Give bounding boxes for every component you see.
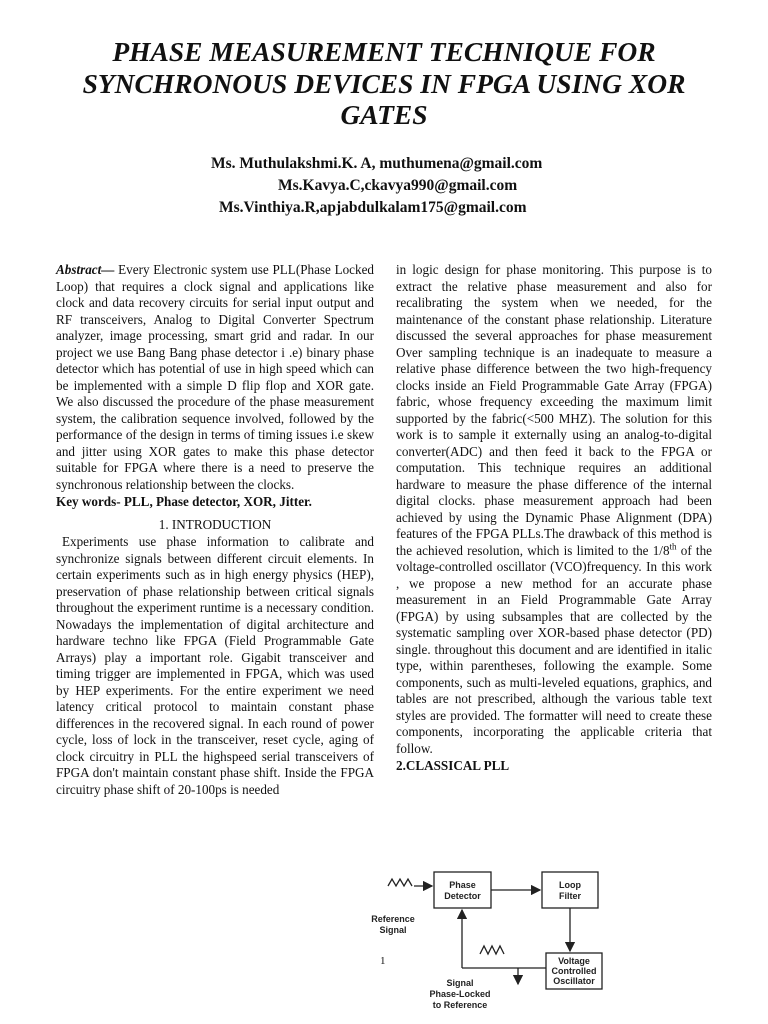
- output-label-1: Signal: [446, 978, 474, 988]
- loop-filter-label-1: Loop: [559, 880, 581, 890]
- loop-filter-label-2: Filter: [558, 891, 582, 901]
- author-1: Ms. Muthulakshmi.K. A, muthumena@gmail.com: [211, 155, 543, 172]
- right-column: [396, 262, 712, 775]
- loop-filter-box: [542, 872, 598, 908]
- left-column: [56, 262, 374, 798]
- reference-label-1: Reference: [371, 914, 415, 924]
- abstract: [56, 262, 374, 493]
- right-text-part-b: of the voltage-controlled oscillator (VCO)frequency. In this work , we propose a new method for an accurate phase measurement in an Field Programmable Gate Array (FPGA) by using subsamples that are collected by the systematic sampling over XOR-based phase detector (PD) single. throughout this document and are identified in italic type, within parentheses, following the example. Some components, such as multi-leveled equations, graphics, and tables are not prescribed, although the various table text styles are provided. The formatter will need to create these components, incorporating the applicable criteria that follow.: [396, 542, 712, 756]
- keywords: Key words- PLL, Phase detector, XOR, Jitter.: [56, 494, 312, 509]
- vco-label-1: Voltage: [558, 956, 590, 966]
- output-waveform-icon: [480, 946, 504, 954]
- right-text-part-a: in logic design for phase monitoring. This purpose is to extract the relative phase measurement and also for recalibrating the system when we needed, for the maintenance of the constant phase relationship. Literature discussed the several approaches for phase measurement Over sampling technique is an inadequate to measure a relative phase difference between the two high-frequency clocks inside an Field Programmable Gate Array (FPGA) fabric, whose frequency exceeding the maximum limit supported by the fabric(<500 MHZ). The solution for this work is to sample it externally using an analog-to-digital converter(ADC) and then feed it back to the FPGA or computation. This technique requires an additional hardware to measure the phase difference of the internal digital clocks. phase measurement approach had been achieved by using the Dynamic Phase Alignment (DPA) features of the FPGA PLLs.The drawback of this method is the achieved resolution, which is limited to the 1/8: [396, 262, 712, 558]
- page-number: 1: [380, 955, 386, 967]
- reference-waveform-icon: [388, 879, 412, 886]
- abstract-label: Abstract—: [56, 262, 115, 277]
- pll-block-diagram: [371, 864, 622, 1014]
- phase-detector-label-1: Phase: [449, 880, 476, 890]
- phase-detector-label-2: Detector: [444, 891, 481, 901]
- reference-label-2: Signal: [379, 925, 407, 935]
- phase-detector-box: [434, 872, 491, 908]
- vco-label-2: Controlled: [551, 966, 597, 976]
- output-label-3: to Reference: [432, 1000, 488, 1010]
- output-label-2: Phase-Locked: [429, 989, 491, 999]
- author-2: Ms.Kavya.C,ckavya990@gmail.com: [278, 177, 518, 194]
- section-1-text: Experiments use phase information to calibrate and synchronize signals between different circuit elements. In certain experiments such as in high energy physics (HEP), preservation of phase relationship between critical signals throughout the experiment runtime is a necessary condition. Nowadays the implementation of digital architecture and hardware techno like FPGA (Field Programmable Gate Arrays) play a important role. Gigabit transceiver and timing trigger are implemented in FPGA, which was used by HEP experiments. For the entire experiment we need latency critical protocol to maintain constant phase differences in the recovered signal. In each round of power cycle, loss of lock in the transceiver, reset cycle, aging of clock circuitry in PLL the highspeed serial transceivers of FPGA don't maintain constant phase shift. Inside the FPGA circuitry phase shift of 20-100ps is needed: [56, 534, 374, 797]
- section-1-heading: 1. INTRODUCTION: [158, 516, 272, 532]
- vco-label-3: Oscillator: [553, 976, 595, 986]
- section-2-heading: 2.CLASSICAL PLL: [396, 758, 510, 773]
- paper-title: PHASE MEASUREMENT TECHNIQUE FOR SYNCHRONOUS DEVICES IN FPGA USING XOR GATES: [82, 36, 686, 130]
- abstract-text: Every Electronic system use PLL(Phase Locked Loop) that requires a clock signal and applications like clock and data recovery circuits for serial input output and RF transceivers, Analog to Digital Converter Spectrum analyzer, image processing, smart grid and radar. In our project we use Bang Bang phase detector i .e) binary phase detector which has potential of use in high speed which can be implemented with a simple D flip flop and XOR gate. We also discussed the procedure of the phase measurement system, the calibration sequence involved, followed by the performance of the design in terms of timing issues i.e skew and jitter using XOR gates to make this phase detector suitable for FPGA where there is a need to preserve the synchronous relationship between the clocks.: [56, 262, 374, 492]
- author-3: Ms.Vinthiya.R,apjabdulkalam175@gmail.com: [219, 199, 527, 216]
- right-column-text: [396, 262, 712, 757]
- superscript-th: th: [669, 541, 677, 552]
